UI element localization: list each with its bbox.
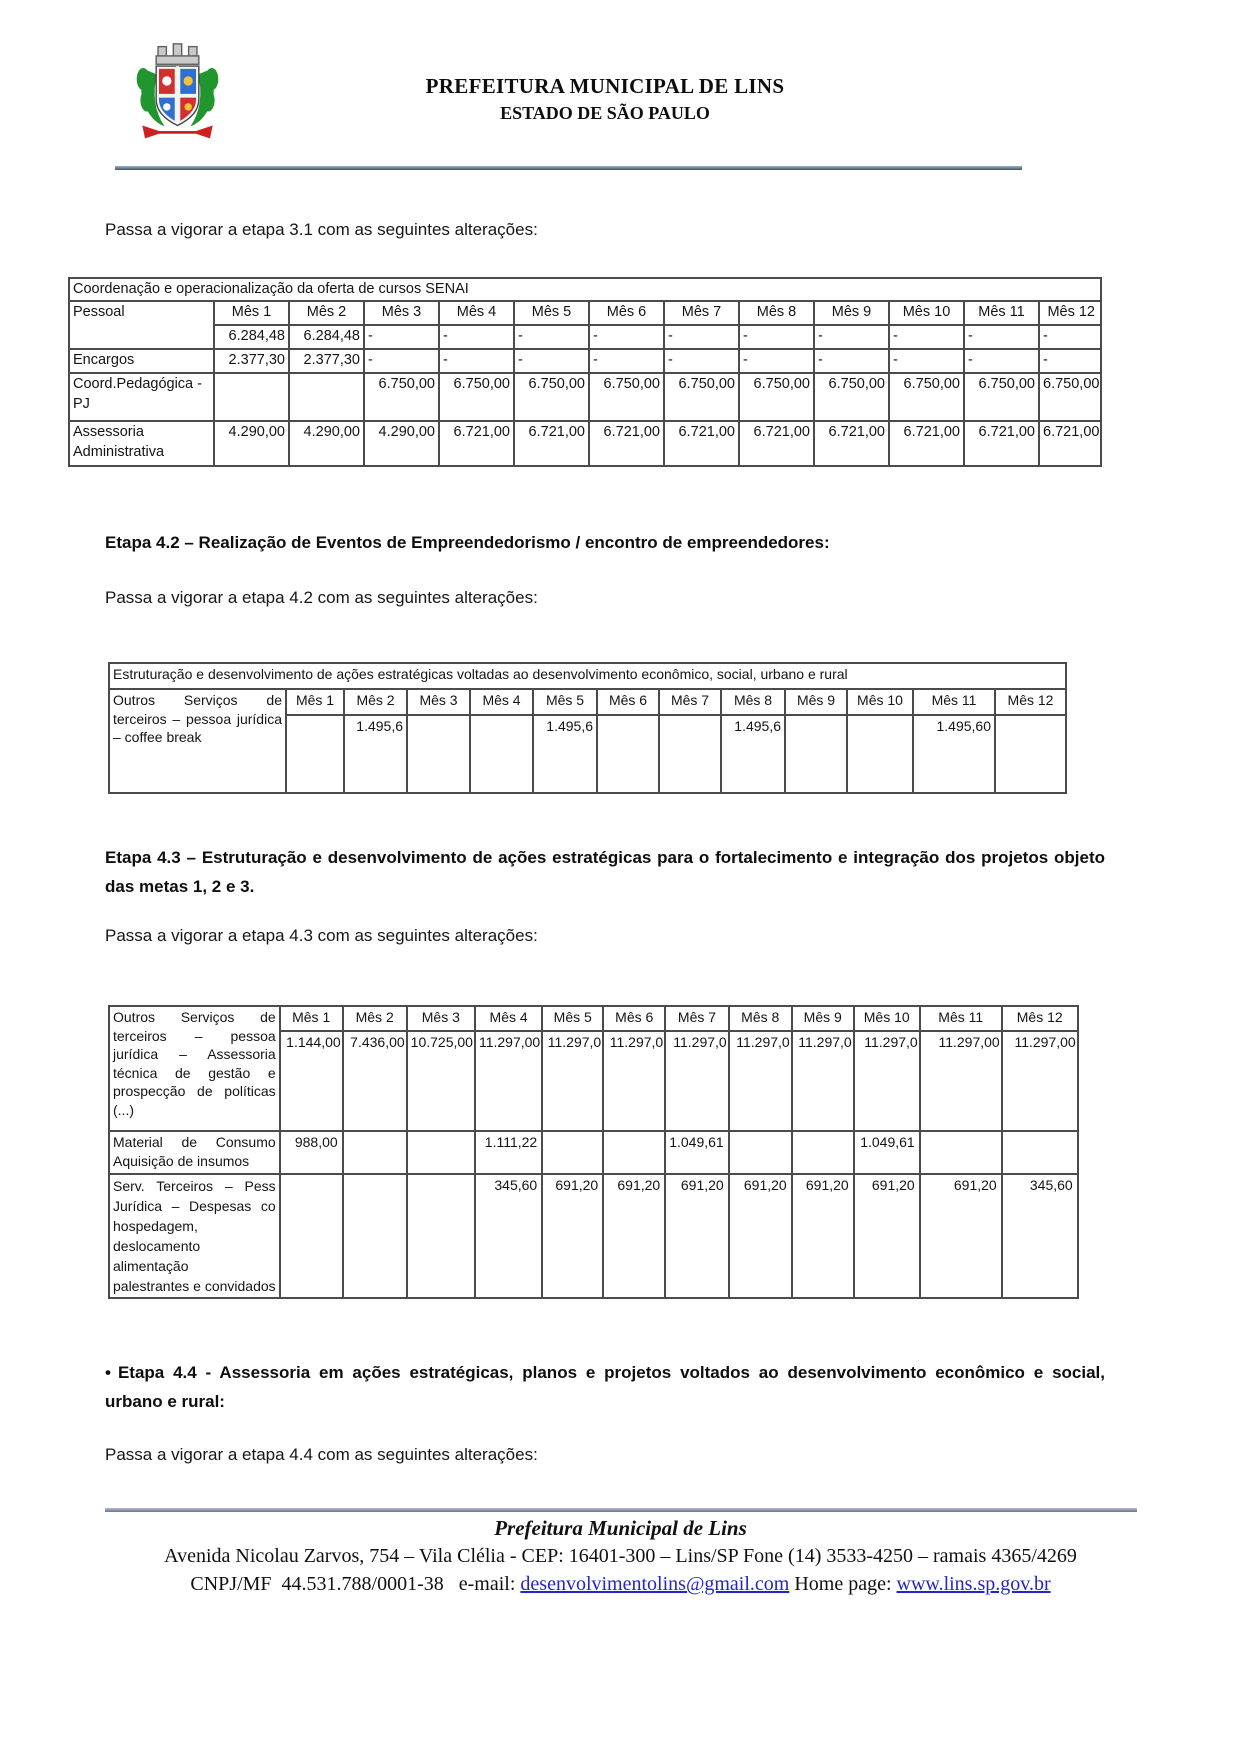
value-cell xyxy=(729,1131,792,1174)
value-cell: - xyxy=(1039,325,1101,349)
value-cell: - xyxy=(514,349,589,373)
heading-etapa-4-4-text: Etapa 4.4 - Assessoria em ações estratégicas, planos e projetos voltados ao desenvolvimento econômico e social, urbano e rural: xyxy=(105,1363,1105,1411)
value-cell xyxy=(659,715,721,793)
value-cell xyxy=(407,715,470,793)
month-header-cell: Mês 11 xyxy=(964,301,1039,325)
month-header-cell: Mês 11 xyxy=(920,1006,1002,1031)
month-header-cell: Mês 2 xyxy=(289,301,364,325)
intro-etapa-4-3: Passa a vigorar a etapa 4.3 com as seguintes alterações: xyxy=(105,926,538,945)
value-cell: 691,20 xyxy=(792,1174,854,1298)
month-header-cell: Mês 3 xyxy=(407,1006,475,1031)
value-cell: 6.721,00 xyxy=(664,421,739,466)
value-cell: 4.290,00 xyxy=(289,421,364,466)
value-cell: 6.750,00 xyxy=(514,373,589,421)
value-cell: 11.297,0 xyxy=(542,1031,603,1131)
month-header-cell: Mês 9 xyxy=(814,301,889,325)
month-header-cell: Mês 5 xyxy=(533,689,597,715)
value-cell: 6.721,00 xyxy=(439,421,514,466)
value-cell: 6.721,00 xyxy=(814,421,889,466)
value-cell xyxy=(470,715,533,793)
footer-contact-line xyxy=(0,1573,1241,1596)
value-cell: 1.495,6 xyxy=(533,715,597,793)
value-cell: 7.436,00 xyxy=(343,1031,407,1131)
value-cell: 6.750,00 xyxy=(589,373,664,421)
month-header-cell: Mês 9 xyxy=(785,689,847,715)
value-cell: - xyxy=(739,349,814,373)
value-cell: - xyxy=(814,325,889,349)
value-cell xyxy=(792,1131,854,1174)
value-cell: 345,60 xyxy=(1002,1174,1078,1298)
value-cell xyxy=(280,1174,343,1298)
value-cell: 691,20 xyxy=(729,1174,792,1298)
value-cell: 6.284,48 xyxy=(214,325,289,349)
month-header-cell: Mês 10 xyxy=(847,689,913,715)
value-cell: 11.297,0 xyxy=(729,1031,792,1131)
value-cell xyxy=(785,715,847,793)
value-cell xyxy=(995,715,1066,793)
value-cell: 11.297,0 xyxy=(603,1031,665,1131)
value-cell: 2.377,30 xyxy=(289,349,364,373)
month-header-cell: Mês 6 xyxy=(603,1006,665,1031)
footer-homepage-label: Home page: xyxy=(789,1573,897,1595)
row-label: Coord.Pedagógica - PJ xyxy=(69,373,214,421)
value-cell xyxy=(289,373,364,421)
heading-etapa-4-4 xyxy=(105,1358,1105,1416)
header-titles xyxy=(280,74,930,124)
month-header-cell: Mês 5 xyxy=(514,301,589,325)
value-cell: 6.750,00 xyxy=(739,373,814,421)
value-cell: 1.144,00 xyxy=(280,1031,343,1131)
month-header-cell: Mês 10 xyxy=(854,1006,920,1031)
value-cell xyxy=(597,715,659,793)
month-header-cell: Mês 6 xyxy=(589,301,664,325)
value-cell: 11.297,0 xyxy=(854,1031,920,1131)
value-cell: - xyxy=(514,325,589,349)
value-cell: 4.290,00 xyxy=(364,421,439,466)
footer-address: Avenida Nicolau Zarvos, 754 – Vila Clélia - CEP: 16401-300 – Lins/SP Fone (14) 3533-4250 – ramais 4365/4269 xyxy=(164,1545,1077,1567)
value-cell: 6.721,00 xyxy=(964,421,1039,466)
value-cell xyxy=(407,1174,475,1298)
month-header-cell: Mês 8 xyxy=(739,301,814,325)
events-costs-table xyxy=(108,662,1067,794)
value-cell: 1.495,6 xyxy=(721,715,785,793)
value-cell xyxy=(343,1174,407,1298)
value-cell: - xyxy=(364,349,439,373)
value-cell: 345,60 xyxy=(475,1174,542,1298)
value-cell: 691,20 xyxy=(920,1174,1002,1298)
value-cell: 6.721,00 xyxy=(739,421,814,466)
month-header-cell: Mês 8 xyxy=(721,689,785,715)
value-cell: 1.049,61 xyxy=(665,1131,729,1174)
value-cell: 6.721,00 xyxy=(889,421,964,466)
row-label: Outros Serviços de terceiros – pessoa jurídica – coffee break xyxy=(109,689,286,793)
value-cell: - xyxy=(889,349,964,373)
intro-etapa-3-1: Passa a vigorar a etapa 3.1 com as seguintes alterações: xyxy=(105,220,538,239)
month-header-cell: Mês 3 xyxy=(407,689,470,715)
value-cell: 11.297,0 xyxy=(792,1031,854,1131)
table1-title: Coordenação e operacionalização da oferta de cursos SENAI xyxy=(69,278,1101,301)
value-cell xyxy=(214,373,289,421)
value-cell: 2.377,30 xyxy=(214,349,289,373)
value-cell: 11.297,00 xyxy=(475,1031,542,1131)
value-cell: 6.284,48 xyxy=(289,325,364,349)
month-header-cell: Mês 1 xyxy=(214,301,289,325)
row-label: Material de Consumo Aquisição de insumos xyxy=(109,1131,280,1174)
value-cell: 1.495,6 xyxy=(344,715,407,793)
header-divider xyxy=(115,166,1022,170)
value-cell: 6.750,00 xyxy=(889,373,964,421)
month-header-cell: Mês 6 xyxy=(597,689,659,715)
coat-of-arms-logo xyxy=(130,42,225,144)
value-cell: - xyxy=(814,349,889,373)
row-label: Assessoria Administrativa xyxy=(69,421,214,466)
value-cell: 6.750,00 xyxy=(364,373,439,421)
value-cell: 11.297,00 xyxy=(1002,1031,1078,1131)
value-cell xyxy=(847,715,913,793)
month-header-cell: Mês 9 xyxy=(792,1006,854,1031)
strategic-actions-costs-table xyxy=(108,1005,1079,1299)
heading-etapa-4-2: Etapa 4.2 – Realização de Eventos de Empreendedorismo / encontro de empreendedores: xyxy=(105,533,830,552)
row-label: Outros Serviços de terceiros – pessoa jurídica – Assessoria técnica de gestão e prospecção de políticas (...) xyxy=(109,1006,280,1131)
value-cell: - xyxy=(439,325,514,349)
value-cell: 6.750,00 xyxy=(1039,373,1101,421)
intro-etapa-4-4: Passa a vigorar a etapa 4.4 com as seguintes alterações: xyxy=(105,1445,538,1464)
value-cell: 1.049,61 xyxy=(854,1131,920,1174)
value-cell: - xyxy=(739,325,814,349)
value-cell: - xyxy=(589,349,664,373)
bullet-icon: • xyxy=(105,1363,111,1382)
footer-divider xyxy=(105,1508,1137,1512)
month-header-cell: Mês 4 xyxy=(439,301,514,325)
value-cell: 1.111,22 xyxy=(475,1131,542,1174)
value-cell: 6.750,00 xyxy=(439,373,514,421)
value-cell: 6.721,00 xyxy=(589,421,664,466)
footer-email-link[interactable]: desenvolvimentolins@gmail.com xyxy=(520,1573,790,1595)
value-cell: - xyxy=(964,325,1039,349)
value-cell: 11.297,0 xyxy=(665,1031,729,1131)
footer-cnpj-text: CNPJ/MF 44.531.788/0001-38 e-mail: xyxy=(190,1573,521,1595)
row-label: Serv. Terceiros – Pess Jurídica – Despesas co hospedagem, deslocamento alimentação palestrantes e convidados xyxy=(109,1174,280,1298)
value-cell: 6.721,00 xyxy=(1039,421,1101,466)
value-cell: - xyxy=(889,325,964,349)
month-header-cell: Mês 4 xyxy=(470,689,533,715)
month-header-cell: Mês 12 xyxy=(1039,301,1101,325)
value-cell: 6.750,00 xyxy=(964,373,1039,421)
value-cell: 11.297,00 xyxy=(920,1031,1002,1131)
senai-costs-table xyxy=(68,277,1102,467)
month-header-cell: Mês 3 xyxy=(364,301,439,325)
value-cell: 691,20 xyxy=(542,1174,603,1298)
month-header-cell: Mês 2 xyxy=(344,689,407,715)
value-cell: 6.750,00 xyxy=(664,373,739,421)
value-cell: - xyxy=(664,325,739,349)
value-cell xyxy=(1002,1131,1078,1174)
month-header-cell: Mês 11 xyxy=(913,689,995,715)
value-cell: - xyxy=(1039,349,1101,373)
heading-etapa-4-3: Etapa 4.3 – Estruturação e desenvolvimento de ações estratégicas para o fortalecimento e integração dos projetos objeto das metas 1, 2 e 3. xyxy=(105,848,1105,896)
month-header-cell: Mês 8 xyxy=(729,1006,792,1031)
month-header-cell: Mês 4 xyxy=(475,1006,542,1031)
month-header-cell: Mês 7 xyxy=(665,1006,729,1031)
month-header-cell: Mês 7 xyxy=(664,301,739,325)
row-label: Encargos xyxy=(69,349,214,373)
value-cell: 1.495,60 xyxy=(913,715,995,793)
value-cell: - xyxy=(439,349,514,373)
value-cell: - xyxy=(364,325,439,349)
org-subtitle: ESTADO DE SÃO PAULO xyxy=(500,103,710,123)
footer-homepage-link[interactable]: www.lins.sp.gov.br xyxy=(896,1573,1051,1595)
value-cell: 691,20 xyxy=(854,1174,920,1298)
month-header-cell: Mês 5 xyxy=(542,1006,603,1031)
month-header-cell: Mês 2 xyxy=(343,1006,407,1031)
value-cell xyxy=(920,1131,1002,1174)
value-cell xyxy=(542,1131,603,1174)
org-title: PREFEITURA MUNICIPAL DE LINS xyxy=(425,74,785,98)
value-cell xyxy=(407,1131,475,1174)
table2-title: Estruturação e desenvolvimento de ações estratégicas voltadas ao desenvolvimento econômico, social, urbano e rural xyxy=(109,663,1066,689)
value-cell: 6.721,00 xyxy=(514,421,589,466)
value-cell: 6.750,00 xyxy=(814,373,889,421)
value-cell xyxy=(343,1131,407,1174)
value-cell: 4.290,00 xyxy=(214,421,289,466)
month-header-cell: Mês 1 xyxy=(286,689,344,715)
value-cell: 10.725,00 xyxy=(407,1031,475,1131)
value-cell: 691,20 xyxy=(603,1174,665,1298)
month-header-cell: Mês 1 xyxy=(280,1006,343,1031)
month-header-cell: Mês 10 xyxy=(889,301,964,325)
value-cell: - xyxy=(664,349,739,373)
value-cell: - xyxy=(964,349,1039,373)
table1-label-header: Pessoal xyxy=(69,301,214,349)
value-cell xyxy=(603,1131,665,1174)
value-cell xyxy=(286,715,344,793)
value-cell: 691,20 xyxy=(665,1174,729,1298)
month-header-cell: Mês 12 xyxy=(1002,1006,1078,1031)
value-cell: - xyxy=(589,325,664,349)
intro-etapa-4-2: Passa a vigorar a etapa 4.2 com as seguintes alterações: xyxy=(105,588,538,607)
month-header-cell: Mês 12 xyxy=(995,689,1066,715)
value-cell: 988,00 xyxy=(280,1131,343,1174)
month-header-cell: Mês 7 xyxy=(659,689,721,715)
footer-org-name: Prefeitura Municipal de Lins xyxy=(494,1516,747,1540)
